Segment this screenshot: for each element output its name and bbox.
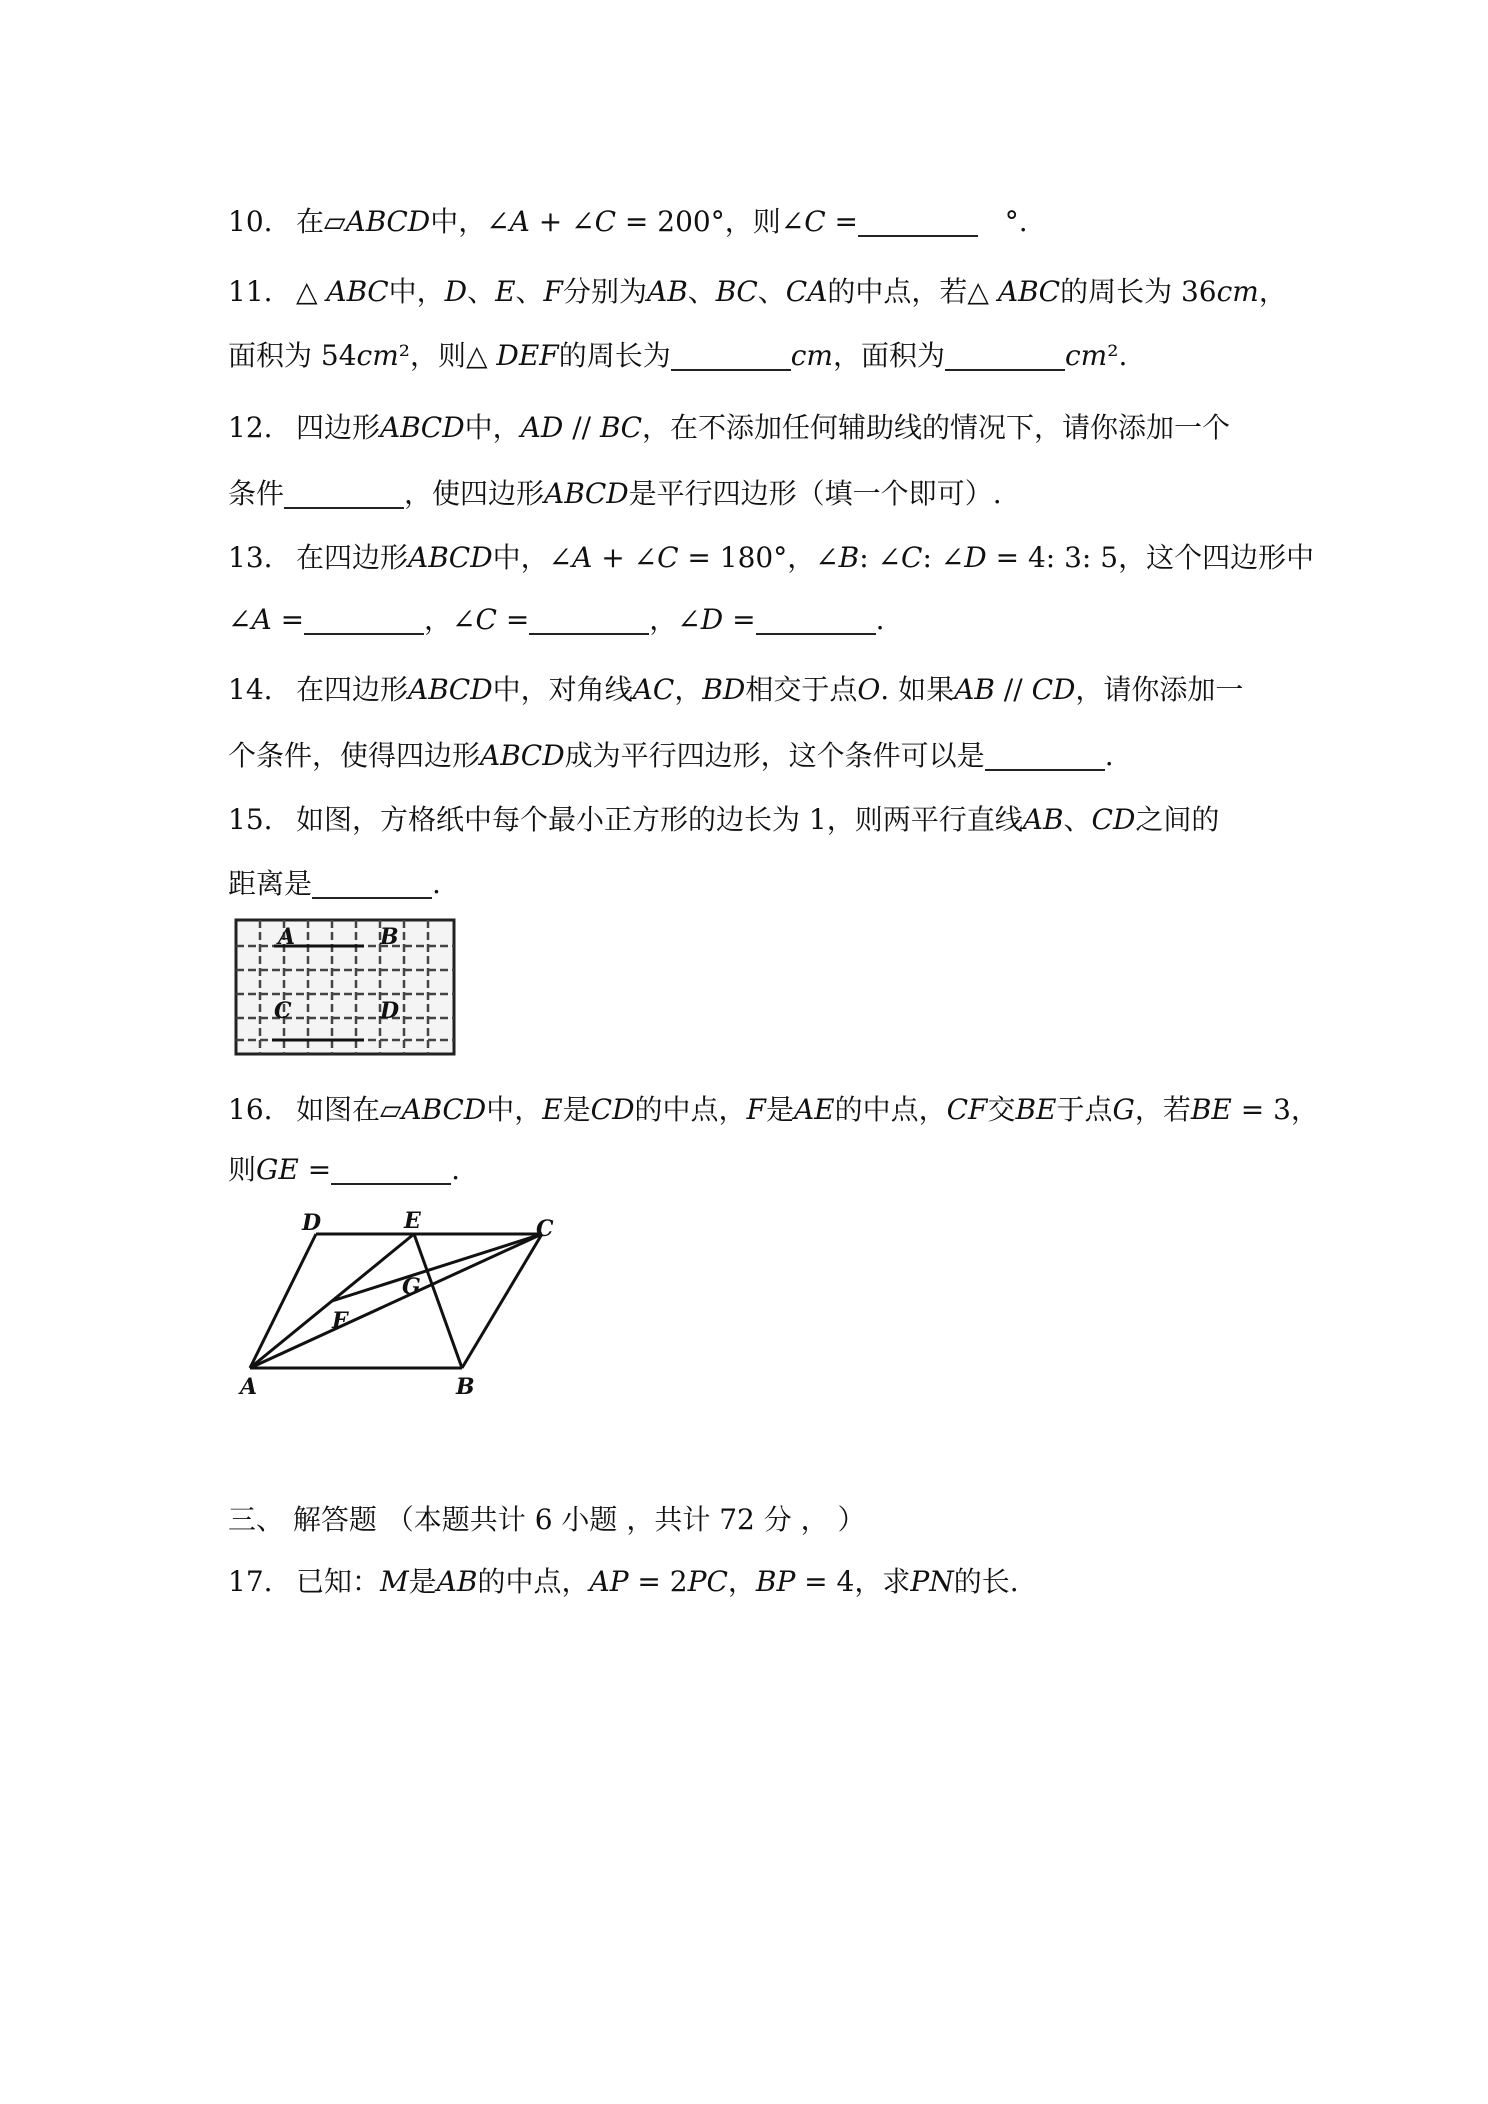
answer-blank[interactable]	[331, 1153, 451, 1185]
grid-figure	[234, 918, 456, 1056]
question-tail: °.	[1004, 205, 1028, 238]
question-17	[228, 1562, 1019, 1602]
question-text: 在四边形𝐴𝐵𝐶𝐷中，∠𝐴 + ∠𝐶 = 180°，∠𝐵: ∠𝐶: ∠𝐷 = 4: 3: 5，这个四边形中	[296, 541, 1315, 574]
question-text: 如图，方格纸中每个最小正方形的边长为 1，则两平行直线𝐴𝐵、𝐶𝐷之间的	[296, 803, 1220, 836]
para-label-e: E	[404, 1208, 421, 1234]
question-text: 𝑐𝑚².	[1064, 339, 1128, 372]
para-label-b: B	[456, 1374, 475, 1400]
answer-blank-angle-c[interactable]	[529, 603, 649, 635]
question-number: 12.	[228, 411, 273, 444]
section-title: 三、 解答题 （本题共计 6 小题 ，共计 72 分 ， ）	[228, 1503, 866, 1536]
grid-label-a: A	[278, 924, 296, 950]
question-13-line2	[228, 600, 884, 640]
grid-label-b: B	[380, 924, 399, 950]
grid-label-c: C	[274, 998, 292, 1024]
question-16-line2	[228, 1150, 460, 1190]
question-text: 𝑐𝑚，面积为	[790, 339, 945, 372]
question-number: 11.	[228, 275, 273, 308]
question-number: 16.	[228, 1093, 273, 1126]
question-text: ∠𝐴 =	[228, 603, 305, 636]
question-15-line2	[228, 864, 441, 904]
question-text: ，∠𝐶 =	[424, 603, 530, 636]
para-label-d: D	[302, 1210, 322, 1236]
question-text: ，∠𝐷 =	[649, 603, 756, 636]
question-text: 在四边形𝐴𝐵𝐶𝐷中，对角线𝐴𝐶，𝐵𝐷相交于点𝑂. 如果𝐴𝐵 // 𝐶𝐷，请你添加一	[296, 673, 1244, 706]
question-number: 17.	[228, 1565, 273, 1598]
question-text: 距离是	[228, 867, 313, 900]
question-number: 10.	[228, 205, 273, 238]
answer-blank[interactable]	[284, 477, 404, 509]
question-11-line1	[228, 272, 1287, 312]
answer-blank[interactable]	[858, 205, 978, 237]
question-text: .	[451, 1153, 461, 1186]
para-label-f: F	[332, 1308, 348, 1334]
grid-label-d: D	[380, 998, 400, 1024]
parallelogram-figure	[236, 1204, 576, 1400]
question-14-line2	[228, 736, 1114, 776]
para-label-g: G	[402, 1274, 421, 1300]
question-text: 面积为 54𝑐𝑚²，则△ 𝐷𝐸𝐹的周长为	[228, 339, 671, 372]
question-number: 15.	[228, 803, 273, 836]
question-text: 已知：𝑀是𝐴𝐵的中点，𝐴𝑃 = 2𝑃𝐶，𝐵𝑃 = 4，求𝑃𝑁的长.	[296, 1565, 1019, 1598]
question-16-line1	[228, 1090, 1319, 1130]
question-text: △ 𝐴𝐵𝐶中，𝐷、𝐸、𝐹分别为𝐴𝐵、𝐵𝐶、𝐶𝐴的中点，若△ 𝐴𝐵𝐶的周长为 36𝑐𝑚，	[296, 275, 1287, 308]
question-14-line1	[228, 670, 1243, 710]
question-10	[228, 202, 1028, 242]
question-number: 14.	[228, 673, 273, 706]
question-text: 则𝐺𝐸 =	[228, 1153, 332, 1186]
question-number: 13.	[228, 541, 273, 574]
question-text: ，使四边形𝐴𝐵𝐶𝐷是平行四边形（填一个即可）.	[404, 477, 1002, 510]
answer-blank[interactable]	[985, 739, 1105, 771]
answer-blank-area[interactable]	[945, 339, 1065, 371]
answer-blank-angle-a[interactable]	[304, 603, 424, 635]
question-text: 个条件，使得四边形𝐴𝐵𝐶𝐷成为平行四边形，这个条件可以是	[228, 739, 985, 772]
question-text: 四边形𝐴𝐵𝐶𝐷中，𝐴𝐷 // 𝐵𝐶，在不添加任何辅助线的情况下，请你添加一个	[296, 411, 1231, 444]
section-heading	[228, 1500, 866, 1540]
answer-blank-perimeter[interactable]	[671, 339, 791, 371]
question-text: .	[432, 867, 441, 900]
question-15-line1	[228, 800, 1219, 840]
question-11-line2	[228, 336, 1127, 376]
answer-blank-angle-d[interactable]	[756, 603, 876, 635]
para-label-c: C	[536, 1216, 554, 1242]
question-text: .	[875, 603, 885, 636]
question-text: 在▱𝐴𝐵𝐶𝐷中，∠𝐴 + ∠𝐶 = 200°，则∠𝐶 =	[296, 205, 858, 238]
question-13-line1	[228, 538, 1314, 578]
answer-blank[interactable]	[312, 867, 432, 899]
para-label-a: A	[240, 1374, 258, 1400]
question-text: 如图在▱𝐴𝐵𝐶𝐷中，𝐸是𝐶𝐷的中点，𝐹是𝐴𝐸的中点，𝐶𝐹交𝐵𝐸于点𝐺，若𝐵𝐸 = 3，	[296, 1093, 1319, 1126]
question-text: .	[1104, 739, 1114, 772]
question-12-line2	[228, 474, 1002, 514]
question-text: 条件	[228, 477, 285, 510]
question-12-line1	[228, 408, 1230, 448]
